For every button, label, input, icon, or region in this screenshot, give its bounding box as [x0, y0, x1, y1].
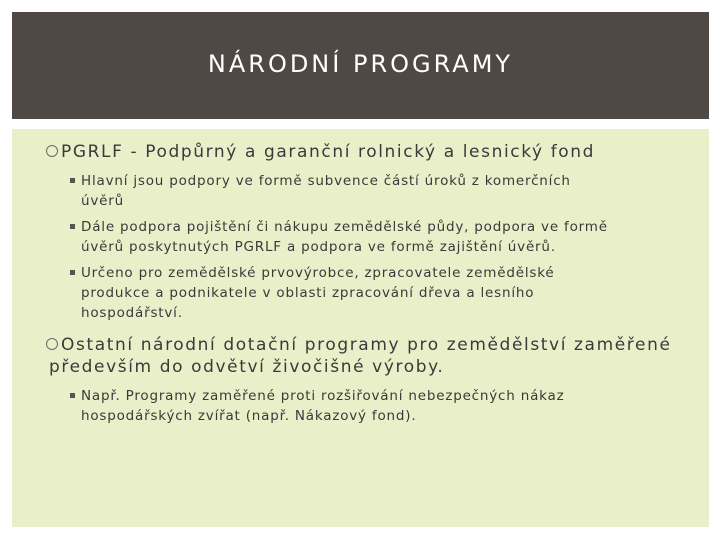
sub-bullet-text: úvěrů poskytnutých PGRLF a podpora ve formě zajištění úvěrů. [81, 239, 556, 255]
sub-bullet-text: Např. Programy zaměřené proti rozšiřování nebezpečných nákaz [81, 388, 565, 404]
sub-bullet-text: Hlavní jsou podpory ve formě subvence částí úroků z komerčních [81, 173, 571, 189]
circle-bullet-icon [46, 145, 58, 157]
bullet-text: PGRLF - Podpůrný a garanční rolnický a lesnický fond [61, 142, 596, 162]
square-bullet-icon [70, 178, 75, 183]
sub-bullet-text: Dále podpora pojištění či nákupu zemědělské půdy, podpora ve formě [81, 219, 608, 235]
square-bullet-icon [70, 270, 75, 275]
sub-bullet-text: Určeno pro zemědělské prvovýrobce, zpracovatele zemědělské [81, 265, 555, 281]
circle-bullet-icon [46, 338, 58, 350]
sub-bullet-text: produkce a podnikatele v oblasti zpracování dřeva a lesního [81, 285, 535, 301]
square-bullet-icon [70, 393, 75, 398]
content-box [12, 129, 709, 527]
bullet-text: především do odvětví živočišné výroby. [49, 357, 445, 377]
sub-bullet-text: úvěrů [81, 193, 124, 209]
slide-title: NÁRODNÍ PROGRAMY [207, 49, 514, 78]
title-bar [12, 12, 709, 119]
square-bullet-icon [70, 224, 75, 229]
sub-bullet-text: hospodářství. [81, 305, 183, 321]
bullet-text: Ostatní národní dotační programy pro zemědělství zaměřené [61, 335, 672, 355]
sub-bullet-text: hospodářských zvířat (např. Nákazový fond). [81, 408, 417, 424]
